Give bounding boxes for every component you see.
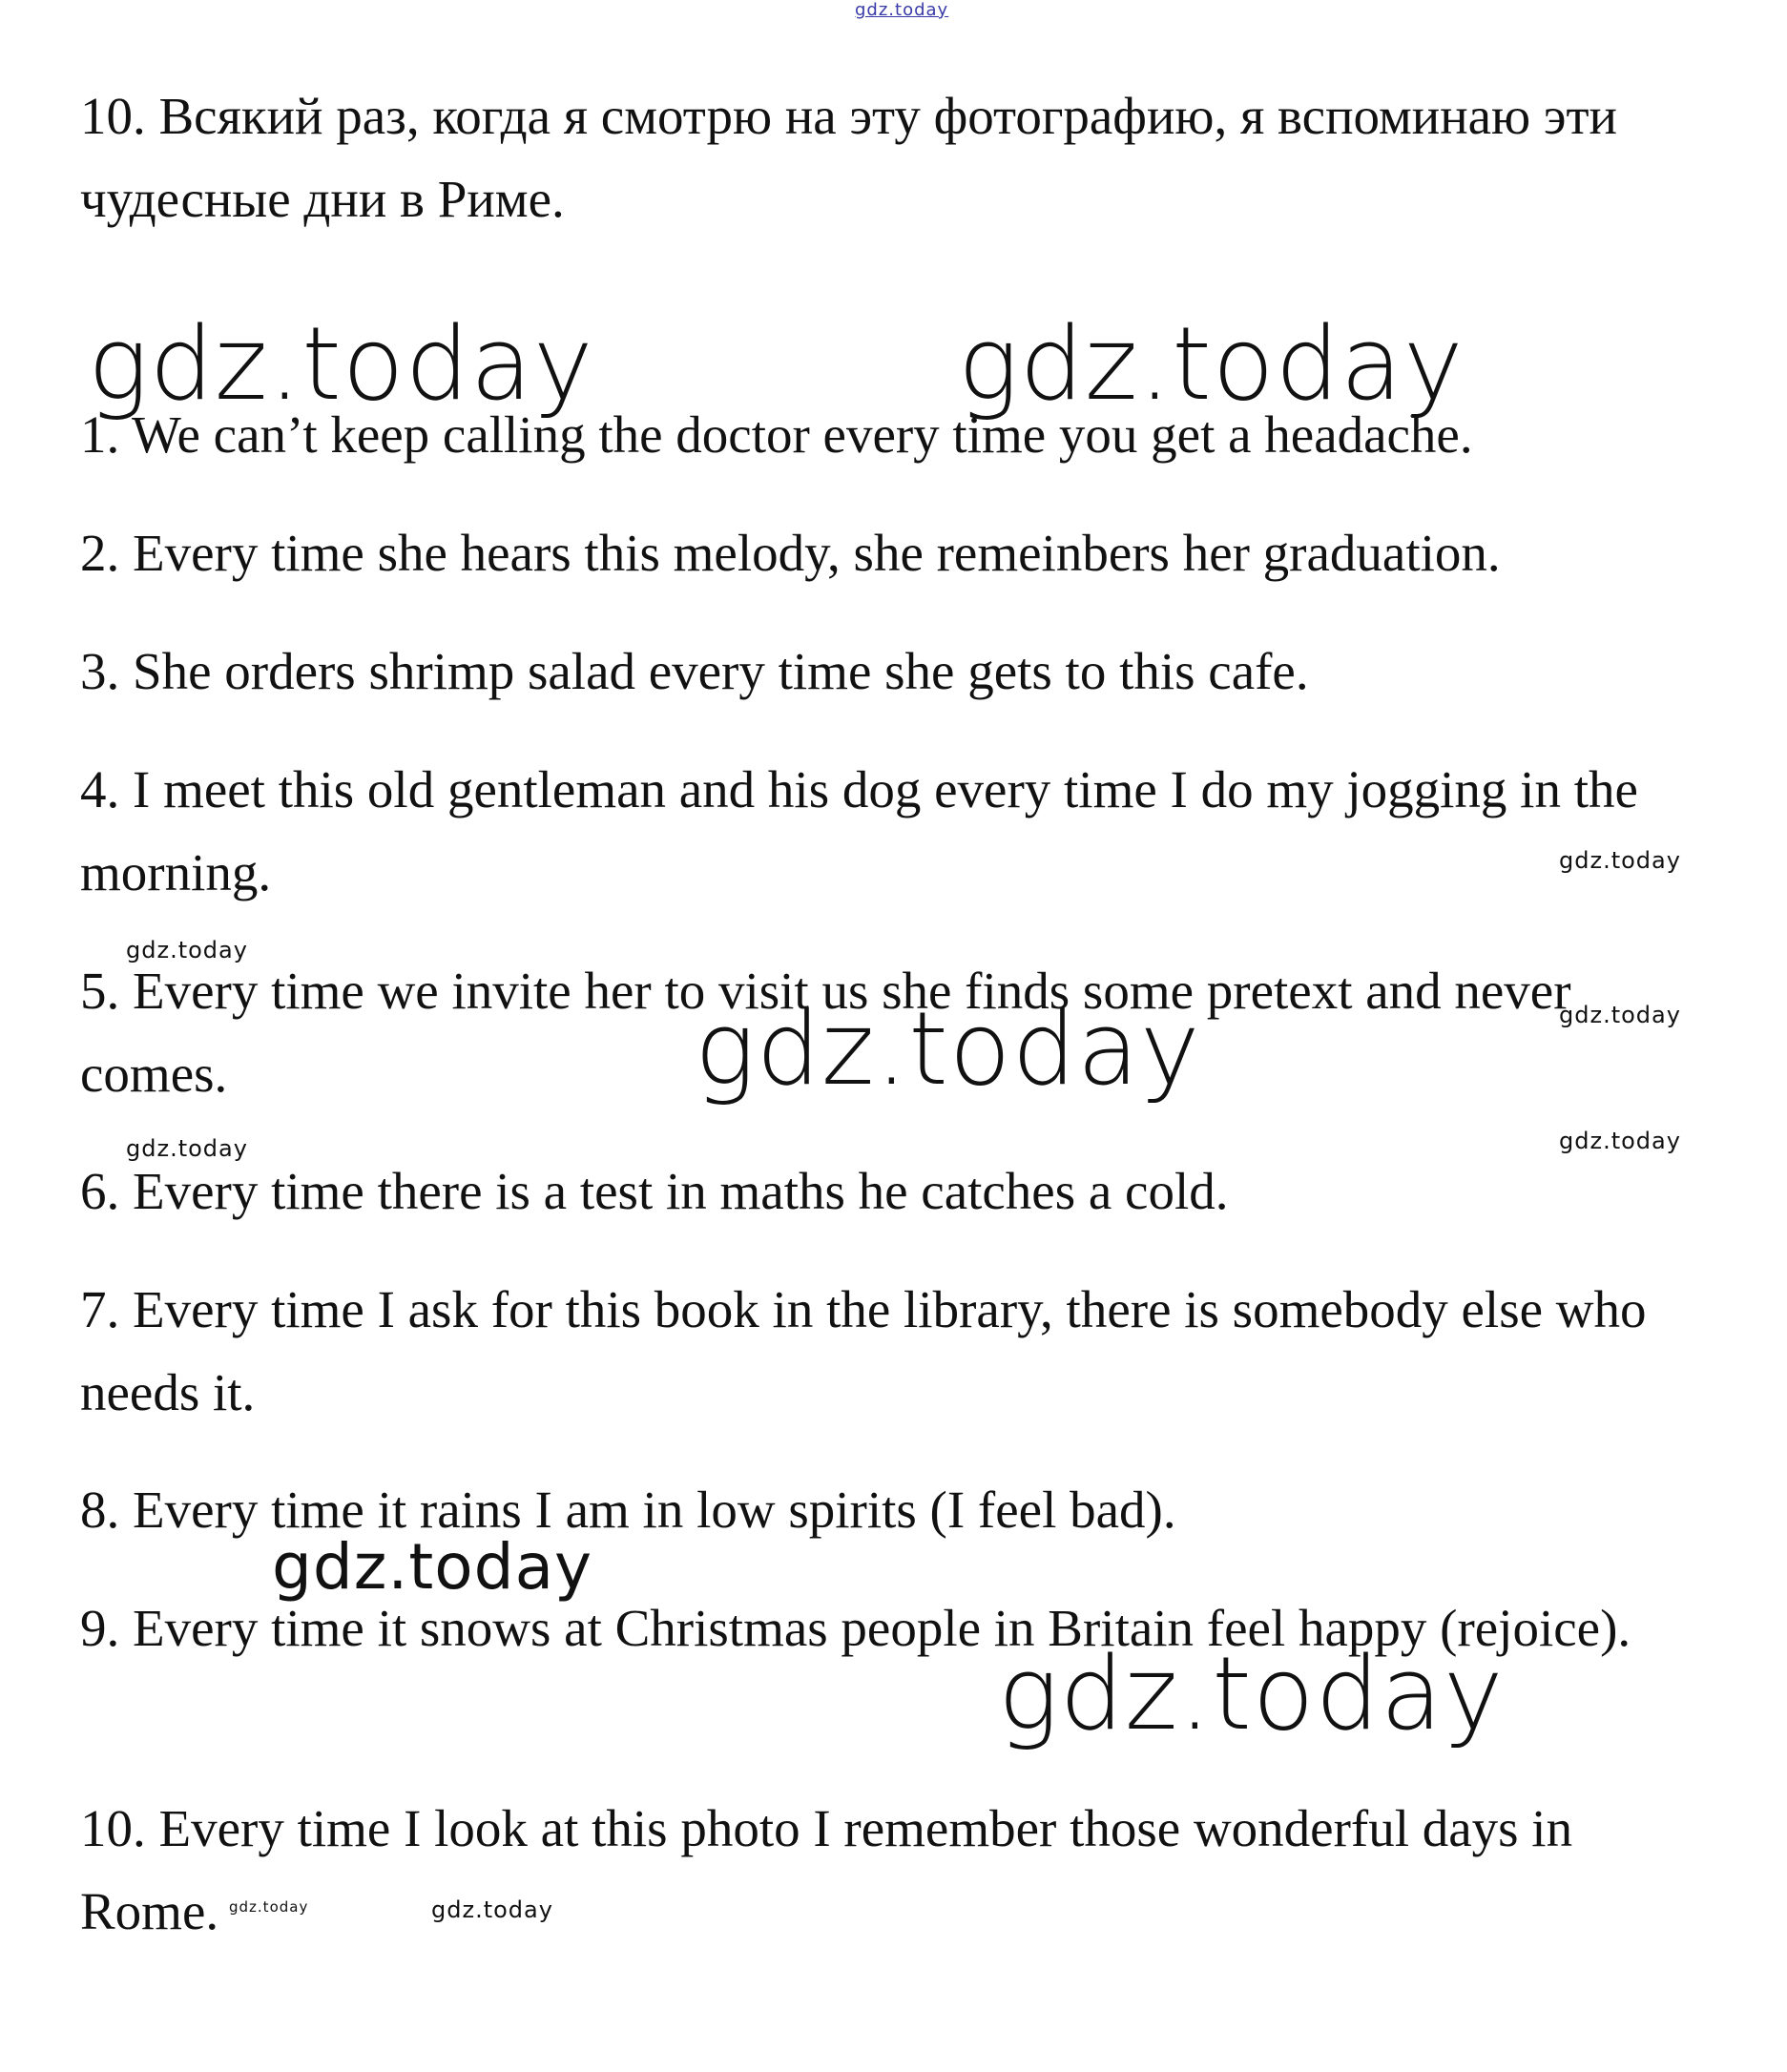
watermark-small-5: gdz.today <box>126 1135 248 1162</box>
watermark-small-3: gdz.today <box>1559 1002 1681 1028</box>
answer-4: 4. I meet this old gentleman and his dog every time I do my jogging in the morning. <box>80 760 1638 901</box>
answer-3: 3. She orders shrimp salad every time she gets to this cafe. <box>80 642 1309 700</box>
watermark-tiny-1: gdz.today <box>229 1898 309 1916</box>
watermark-large-2: gdz.today <box>958 305 1465 423</box>
watermark-top[interactable]: gdz.today <box>855 0 949 20</box>
answer-7: 7. Every time I ask for this book in the library, there is somebody else who needs it. <box>80 1280 1647 1421</box>
watermark-small-4: gdz.today <box>1559 1128 1681 1154</box>
answer-9: 9. Every time it snows at Christmas people in Britain feel happy (rejoice). <box>80 1599 1631 1657</box>
watermark-medium-1: gdz.today <box>272 1530 593 1604</box>
watermark-large-3: gdz.today <box>695 990 1201 1108</box>
answer-6: 6. Every time there is a test in maths he catches a cold. <box>80 1162 1229 1220</box>
watermark-large-1: gdz.today <box>88 305 594 423</box>
watermark-small-1: gdz.today <box>1559 847 1681 874</box>
watermark-small-2: gdz.today <box>126 937 248 963</box>
answer-1: 1. We can’t keep calling the doctor every time you get a headache. <box>80 405 1473 464</box>
answer-2: 2. Every time she hears this melody, she remeinbers her graduation. <box>80 524 1501 582</box>
task-sentence: 10. Всякий раз, когда я смотрю на эту фотографию, я вспоминаю эти чудесные дни в Риме. <box>80 87 1617 228</box>
watermark-large-4: gdz.today <box>998 1635 1505 1752</box>
answer-8: 8. Every time it rains I am in low spirits (I feel bad). <box>80 1481 1176 1539</box>
answer-10: 10. Every time I look at this photo I remember those wonderful days in Rome. <box>80 1799 1573 1940</box>
watermark-small-6: gdz.today <box>431 1896 553 1923</box>
answer-5: 5. Every time we invite her to visit us she finds some pretext and never comes. <box>80 962 1571 1103</box>
